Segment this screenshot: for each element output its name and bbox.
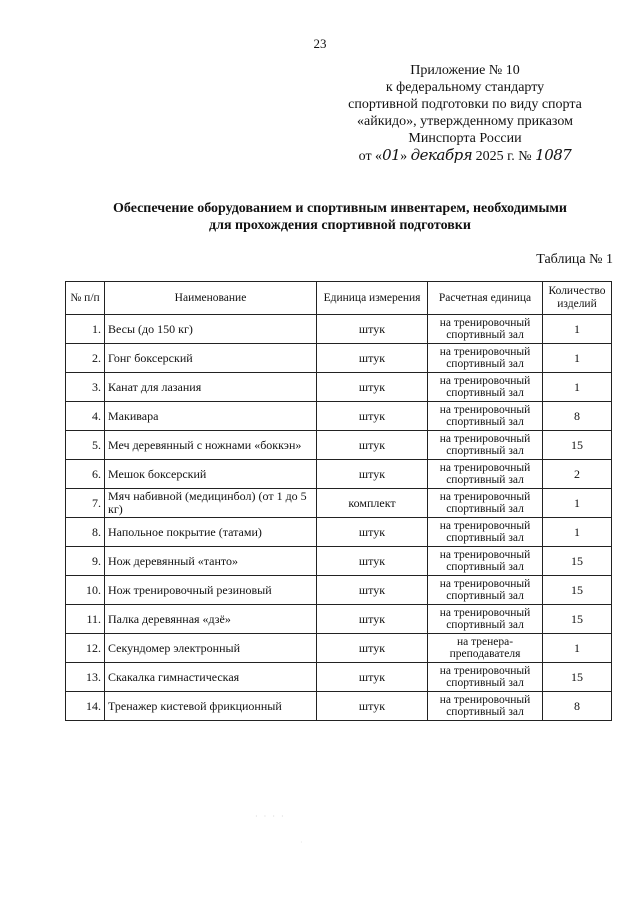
cell-name: Палка деревянная «дзё» — [105, 605, 317, 634]
cell-qty: 8 — [543, 402, 612, 431]
header-unit: Единица измерения — [317, 282, 428, 315]
appendix-line-1: Приложение № 10 — [410, 63, 520, 78]
cell-num: 7. — [66, 489, 105, 518]
cell-unit: штук — [317, 663, 428, 692]
cell-unit: штук — [317, 692, 428, 721]
table-row — [66, 605, 612, 634]
table-row — [66, 402, 612, 431]
cell-unit: штук — [317, 605, 428, 634]
table-row — [66, 663, 612, 692]
cell-name: Напольное покрытие (татами) — [105, 518, 317, 547]
title-line-2: для прохождения спортивной подготовки — [209, 218, 471, 233]
cell-unit: штук — [317, 547, 428, 576]
cell-unit: штук — [317, 344, 428, 373]
cell-calc: на тренировочный спортивный зал — [428, 489, 543, 518]
cell-unit: штук — [317, 431, 428, 460]
cell-calc: на тренировочный спортивный зал — [428, 373, 543, 402]
cell-num: 5. — [66, 431, 105, 460]
cell-qty: 15 — [543, 663, 612, 692]
cell-qty: 15 — [543, 431, 612, 460]
cell-calc: на тренировочный спортивный зал — [428, 460, 543, 489]
date-day-handwritten: 01 — [382, 146, 401, 164]
table-row — [66, 431, 612, 460]
table-row — [66, 634, 612, 663]
cell-qty: 1 — [543, 315, 612, 344]
cell-qty: 1 — [543, 634, 612, 663]
cell-num: 2. — [66, 344, 105, 373]
table-header-row — [66, 282, 612, 315]
cell-calc: на тренера-преподавателя — [428, 634, 543, 663]
table-row — [66, 489, 612, 518]
cell-calc: на тренировочный спортивный зал — [428, 576, 543, 605]
cell-unit: комплект — [317, 489, 428, 518]
appendix-line-3: спортивной подготовки по виду спорта — [348, 97, 582, 112]
cell-calc: на тренировочный спортивный зал — [428, 692, 543, 721]
cell-unit: штук — [317, 402, 428, 431]
scan-artifact: · · · · — [255, 812, 286, 821]
title-line-1: Обеспечение оборудованием и спортивным инвентарем, необходимыми — [113, 201, 567, 216]
cell-name: Весы (до 150 кг) — [105, 315, 317, 344]
cell-name: Тренажер кистевой фрикционный — [105, 692, 317, 721]
cell-calc: на тренировочный спортивный зал — [428, 663, 543, 692]
cell-qty: 1 — [543, 344, 612, 373]
cell-calc: на тренировочный спортивный зал — [428, 605, 543, 634]
table-row — [66, 373, 612, 402]
cell-qty: 1 — [543, 489, 612, 518]
cell-calc: на тренировочный спортивный зал — [428, 547, 543, 576]
order-date-line — [330, 147, 600, 165]
cell-name: Гонг боксерский — [105, 344, 317, 373]
cell-name: Канат для лазания — [105, 373, 317, 402]
cell-unit: штук — [317, 576, 428, 605]
cell-name: Нож деревянный «танто» — [105, 547, 317, 576]
cell-calc: на тренировочный спортивный зал — [428, 344, 543, 373]
cell-name: Меч деревянный с ножнами «боккэн» — [105, 431, 317, 460]
cell-qty: 1 — [543, 373, 612, 402]
cell-name: Скакалка гимнастическая — [105, 663, 317, 692]
cell-calc: на тренировочный спортивный зал — [428, 402, 543, 431]
appendix-line-5: Минспорта России — [408, 131, 522, 146]
cell-name: Макивара — [105, 402, 317, 431]
cell-num: 12. — [66, 634, 105, 663]
header-num: № п/п — [66, 282, 105, 315]
table-row — [66, 576, 612, 605]
cell-unit: штук — [317, 518, 428, 547]
table-row — [66, 315, 612, 344]
cell-qty: 15 — [543, 547, 612, 576]
table-label: Таблица № 1 — [536, 252, 613, 267]
cell-qty: 8 — [543, 692, 612, 721]
appendix-block — [330, 62, 600, 165]
cell-unit: штук — [317, 460, 428, 489]
appendix-line-4: «айкидо», утвержденному приказом — [357, 114, 573, 129]
date-prefix: от « — [358, 149, 383, 164]
date-month-handwritten: декабря — [410, 146, 473, 164]
cell-calc: на тренировочный спортивный зал — [428, 518, 543, 547]
cell-num: 9. — [66, 547, 105, 576]
document-title — [60, 200, 620, 234]
table-row — [66, 460, 612, 489]
cell-name: Секундомер электронный — [105, 634, 317, 663]
cell-num: 13. — [66, 663, 105, 692]
cell-num: 14. — [66, 692, 105, 721]
date-year: 2025 г. № — [475, 149, 532, 164]
cell-unit: штук — [317, 634, 428, 663]
cell-calc: на тренировочный спортивный зал — [428, 431, 543, 460]
table-row — [66, 344, 612, 373]
table-row — [66, 518, 612, 547]
equipment-table — [65, 281, 612, 721]
cell-num: 6. — [66, 460, 105, 489]
scan-artifact: · — [300, 838, 303, 847]
cell-qty: 2 — [543, 460, 612, 489]
cell-name: Мяч набивной (медицинбол) (от 1 до 5 кг) — [105, 489, 317, 518]
appendix-line-2: к федеральному стандарту — [385, 80, 545, 95]
cell-unit: штук — [317, 315, 428, 344]
cell-calc: на тренировочный спортивный зал — [428, 315, 543, 344]
cell-qty: 15 — [543, 576, 612, 605]
header-name: Наименование — [105, 282, 317, 315]
order-number-handwritten: 1087 — [535, 146, 572, 164]
cell-num: 4. — [66, 402, 105, 431]
table-row — [66, 547, 612, 576]
cell-num: 8. — [66, 518, 105, 547]
header-calc: Расчетная единица — [428, 282, 543, 315]
cell-name: Нож тренировочный резиновый — [105, 576, 317, 605]
cell-num: 3. — [66, 373, 105, 402]
cell-qty: 1 — [543, 518, 612, 547]
cell-num: 10. — [66, 576, 105, 605]
cell-num: 1. — [66, 315, 105, 344]
cell-qty: 15 — [543, 605, 612, 634]
cell-name: Мешок боксерский — [105, 460, 317, 489]
page-number: 23 — [313, 36, 327, 51]
header-qty: Количество изделий — [543, 282, 612, 315]
cell-num: 11. — [66, 605, 105, 634]
cell-unit: штук — [317, 373, 428, 402]
date-mid: » — [400, 149, 408, 164]
table-row — [66, 692, 612, 721]
